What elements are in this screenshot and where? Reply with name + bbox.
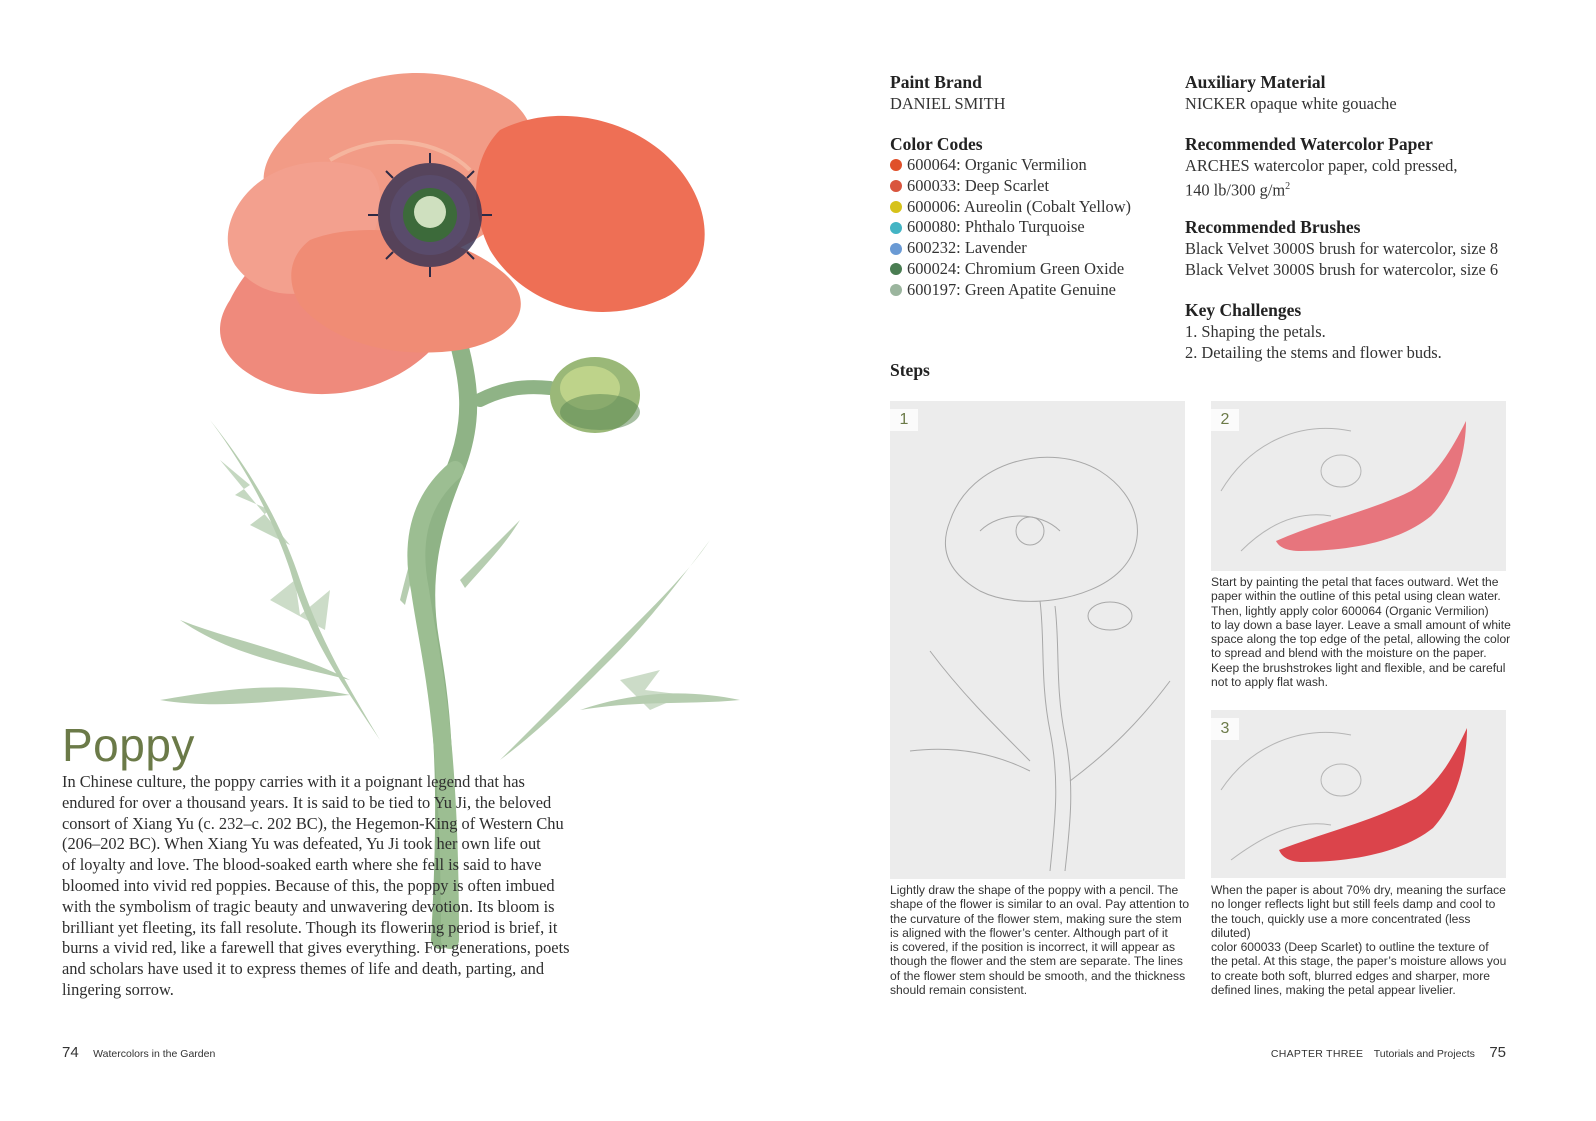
intro-line: of loyalty and love. The blood-soaked earth where she fell is said to have xyxy=(62,855,542,875)
brushes-section xyxy=(1185,217,1545,280)
auxiliary-material-section xyxy=(1185,72,1525,114)
intro-paragraph xyxy=(62,772,622,1001)
color-swatch-icon xyxy=(890,263,902,275)
step-1-caption: Lightly draw the shape of the poppy with a pencil. The shape of the flower is similar to an oval. Pay attention to the curvature of the flower stem, making sure the stem is aligned with the flower’s center. Although part of it is covered, if the position is incorrect, it will appear as though the flower and the stem are separate. The lines of the flower stem should be smooth, and the thickness should remain consistent. xyxy=(890,883,1190,998)
left-footer xyxy=(62,1044,215,1062)
color-swatch-icon xyxy=(890,201,902,213)
intro-line: endured for over a thousand years. It is said to be tied to Yu Ji, the beloved xyxy=(62,792,552,812)
right-footer xyxy=(1271,1044,1506,1062)
auxiliary-material-value: NICKER opaque white gouache xyxy=(1185,94,1397,113)
color-swatch-icon xyxy=(890,243,902,255)
paper-value-line1: ARCHES watercolor paper, cold pressed, xyxy=(1185,156,1458,175)
paint-brand-label: Paint Brand xyxy=(890,72,982,92)
color-code-item: 600006: Aureolin (Cobalt Yellow) xyxy=(890,197,1180,218)
auxiliary-material-label: Auxiliary Material xyxy=(1185,72,1326,92)
step-number: 3 xyxy=(1211,718,1239,740)
pencil-sketch xyxy=(890,401,1185,879)
color-code-item: 600033: Deep Scarlet xyxy=(890,176,1180,197)
intro-line: with the symbolism of tragic beauty and unwavering devotion. Its bloom is xyxy=(62,896,555,916)
challenges-section xyxy=(1185,300,1545,363)
step-2-image xyxy=(1211,401,1506,571)
color-codes-list xyxy=(890,155,1180,301)
brush-item: Black Velvet 3000S brush for watercolor, size 8 xyxy=(1185,239,1499,258)
color-code-item: 600024: Chromium Green Oxide xyxy=(890,259,1180,280)
section-label: Tutorials and Projects xyxy=(1373,1048,1475,1060)
intro-line: (206–202 BC). When Xiang Yu was defeated, Yu Ji took her own life out xyxy=(62,834,541,854)
color-swatch-icon xyxy=(890,180,902,192)
page-title: Poppy xyxy=(62,719,195,771)
intro-line: In Chinese culture, the poppy carries with it a poignant legend that has xyxy=(62,772,525,791)
color-swatch-icon xyxy=(890,159,902,171)
page-number: 74 xyxy=(62,1044,79,1061)
step-3-image xyxy=(1211,710,1506,878)
intro-line: and scholars have used it to express themes of life and death, parting, and xyxy=(62,959,545,979)
brushes-label: Recommended Brushes xyxy=(1185,217,1361,237)
challenge-item: 1. Shaping the petals. xyxy=(1185,322,1326,341)
page-number: 75 xyxy=(1489,1044,1506,1061)
color-code-item: 600080: Phthalo Turquoise xyxy=(890,217,1180,238)
step-3-caption: When the paper is about 70% dry, meaning the surface no longer reflects light but still feels damp and cool to the touch, quickly use a more concentrated (less diluted) color 600033 (Deep Scarlet) to outline the texture of the petal. At this stage, the paper’s moisture allows you to create both soft, blurred edges and sharper, more defined lines, making the petal appear livelier. xyxy=(1211,883,1507,998)
challenges-label: Key Challenges xyxy=(1185,300,1302,320)
step-number: 2 xyxy=(1211,409,1239,431)
book-title: Watercolors in the Garden xyxy=(93,1048,216,1060)
paint-brand-section xyxy=(890,72,1170,114)
paper-label: Recommended Watercolor Paper xyxy=(1185,134,1433,154)
challenge-item: 2. Detailing the stems and flower buds. xyxy=(1185,343,1442,362)
brush-item: Black Velvet 3000S brush for watercolor, size 6 xyxy=(1185,260,1499,279)
petal-wash xyxy=(1211,401,1506,571)
intro-line: bloomed into vivid red poppies. Because of this, the poppy is often imbued xyxy=(62,875,555,895)
color-codes-section xyxy=(890,134,1180,301)
color-codes-label: Color Codes xyxy=(890,134,983,154)
color-code-item: 600232: Lavender xyxy=(890,238,1180,259)
intro-line: consort of Xiang Yu (c. 232–c. 202 BC), the Hegemon-King of Western Chu xyxy=(62,813,564,833)
intro-line: burns a vivid red, like a farewell that gives everything. For generations, poets xyxy=(62,938,570,958)
chapter-label: CHAPTER THREE xyxy=(1270,1048,1364,1060)
color-code-item: 600064: Organic Vermilion xyxy=(890,155,1180,176)
step-1-image xyxy=(890,401,1185,879)
intro-line: lingering sorrow. xyxy=(62,979,174,999)
color-code-item: 600197: Green Apatite Genuine xyxy=(890,280,1180,301)
color-swatch-icon xyxy=(890,222,902,234)
paint-brand-value: DANIEL SMITH xyxy=(890,94,1006,113)
intro-line: brilliant yet fleeting, its fall resolute. Though its flowering period is brief, it xyxy=(62,917,558,937)
paper-value-line2: 140 lb/300 $g/m^2$ xyxy=(1185,180,1291,200)
color-swatch-icon xyxy=(890,284,902,296)
petal-detail xyxy=(1211,710,1506,878)
paper-section xyxy=(1185,134,1525,200)
steps-label: Steps xyxy=(890,360,930,380)
step-2-caption: Start by painting the petal that faces outward. Wet the paper within the outline of this petal using clean water. Then, lightly apply color 600064 (Organic Vermilion) to lay down a base layer. Leave a small amount of white space along the top edge of the petal, allowing the color to spread and blend with the moisture on the paper. Keep the brushstrokes light and flexible, and be careful not to apply flat wash. xyxy=(1211,575,1511,690)
step-number: 1 xyxy=(890,409,918,431)
